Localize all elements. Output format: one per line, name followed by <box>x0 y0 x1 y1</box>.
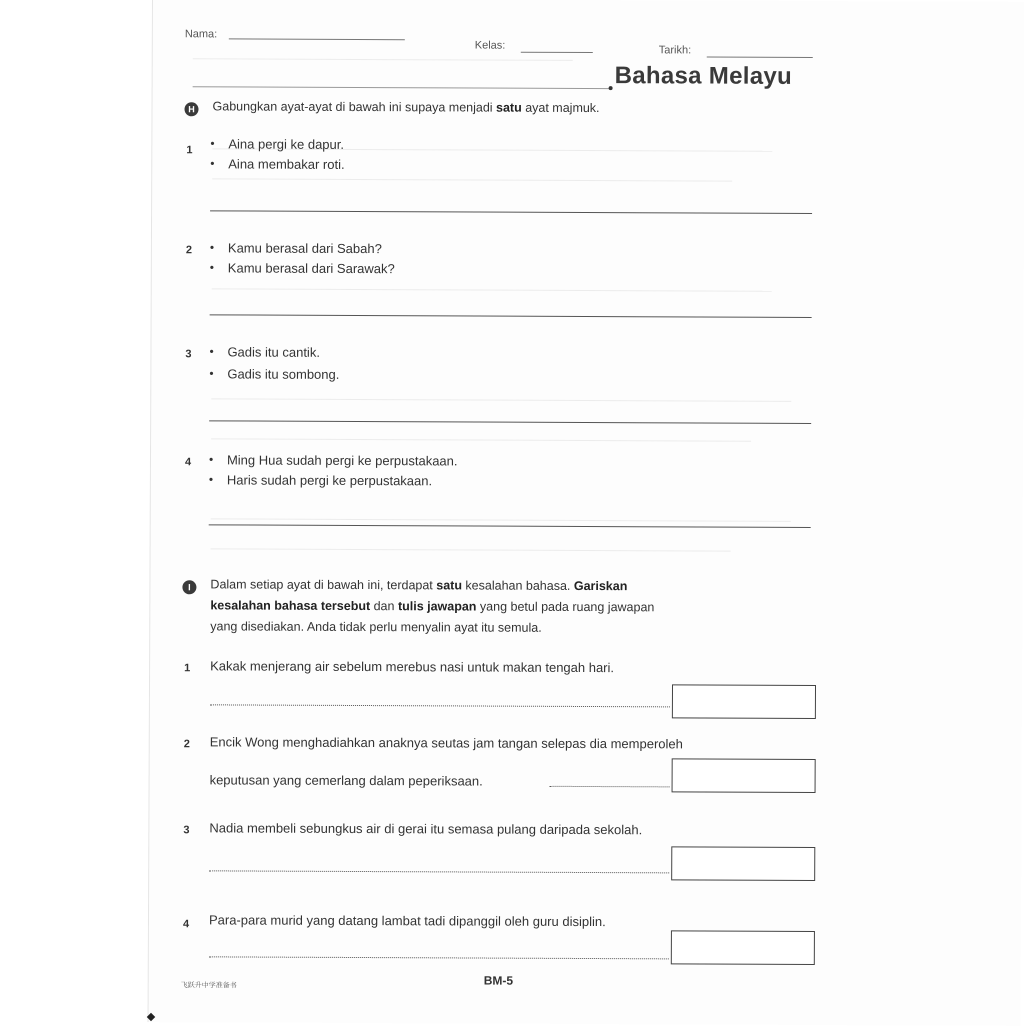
section-h-badge: H <box>184 102 198 116</box>
bleed-through <box>211 438 751 441</box>
instruction-bold: tulis jawapan <box>397 599 477 614</box>
question-sentence: Para-para murid yang datang lambat tadi dipanggil oleh guru disiplin. <box>208 912 606 930</box>
instruction-text: Gabungkan ayat-ayat di bawah ini supaya menjadi <box>212 99 497 115</box>
bleed-through <box>211 398 791 402</box>
nama-label: Nama: <box>184 28 218 41</box>
dotted-answer-line[interactable] <box>210 704 670 707</box>
question-sentence: Encik Wong menghadiahkan anaknya seutas jam tangan selepas dia memperoleh <box>209 734 683 752</box>
sentence-bullet: • Gadis itu cantik. <box>227 344 320 359</box>
sentence-bullet: • Haris sudah pergi ke perpustakaan. <box>227 472 432 488</box>
bleed-through <box>212 288 772 291</box>
publisher-mark: 飞跃升中学准备书 <box>180 982 237 990</box>
dotted-answer-line[interactable] <box>550 786 670 788</box>
question-number: 1 <box>184 662 191 675</box>
instruction-text: kesalahan bahasa. <box>461 578 574 593</box>
dotted-answer-line[interactable] <box>209 870 669 873</box>
instruction-text: yang betul pada ruang jawapan <box>476 599 655 615</box>
tarikh-label: Tarikh: <box>658 44 692 57</box>
sentence-bullet: • Kamu berasal dari Sarawak? <box>228 260 395 276</box>
instruction-text: ayat majmuk. <box>521 100 600 116</box>
instruction-bold: Gariskan <box>573 578 628 594</box>
question-number: 2 <box>185 244 193 257</box>
bleed-through <box>211 518 791 522</box>
subject-title: Bahasa Melayu <box>614 62 793 90</box>
bleed-through <box>193 58 573 61</box>
kelas-field[interactable] <box>521 52 593 53</box>
section-i-badge: I <box>182 580 196 594</box>
answer-line[interactable] <box>209 420 811 424</box>
answer-box[interactable] <box>672 758 816 793</box>
title-rule <box>193 86 611 89</box>
question-sentence: Kakak menjerang air sebelum merebus nasi untuk makan tengah hari. <box>210 658 615 676</box>
question-number: 1 <box>186 144 193 157</box>
question-number: 3 <box>183 824 190 837</box>
question-number: 4 <box>184 456 192 469</box>
answer-box[interactable] <box>671 846 815 881</box>
tarikh-field[interactable] <box>707 57 813 58</box>
question-number: 2 <box>183 738 190 751</box>
section-h-instruction <box>212 96 599 119</box>
bleed-through <box>211 548 731 551</box>
instruction-line: yang disediakan. Anda tidak perlu menyalin ayat itu semula. <box>210 619 542 635</box>
nama-field[interactable] <box>229 38 405 40</box>
worksheet-page <box>148 0 1024 1026</box>
question-sentence: Nadia membeli sebungkus air di gerai itu semasa pulang daripada sekolah. <box>209 820 643 838</box>
kelas-label: Kelas: <box>474 39 506 52</box>
answer-line[interactable] <box>210 314 812 318</box>
bleed-through <box>212 178 732 181</box>
question-number: 4 <box>182 918 190 931</box>
page-number: BM-5 <box>483 973 514 988</box>
sentence-bullet: • Gadis itu sombong. <box>227 366 339 381</box>
instruction-line <box>210 574 654 597</box>
sentence-bullet: • Aina membakar roti. <box>228 156 344 172</box>
instruction-bold: satu <box>496 100 522 115</box>
question-sentence: keputusan yang cemerlang dalam peperiksaan. <box>209 772 483 789</box>
answer-box[interactable] <box>671 930 815 965</box>
sentence-bullet: • Ming Hua sudah pergi ke perpustakaan. <box>227 452 458 468</box>
section-i-instruction <box>210 574 654 639</box>
instruction-bold: satu <box>436 578 463 593</box>
answer-line[interactable] <box>210 210 812 214</box>
instruction-line <box>210 595 654 618</box>
instruction-text: Dalam setiap ayat di bawah ini, terdapat <box>210 577 437 593</box>
dotted-answer-line[interactable] <box>209 956 669 959</box>
sentence-bullet: • Aina pergi ke dapur. <box>228 136 344 152</box>
title-dot <box>609 86 613 90</box>
question-number: 3 <box>185 348 192 361</box>
instruction-bold: kesalahan bahasa tersebut <box>210 598 371 614</box>
answer-line[interactable] <box>209 524 811 528</box>
answer-box[interactable] <box>672 684 816 719</box>
sentence-bullet: • Kamu berasal dari Sabah? <box>228 240 382 256</box>
instruction-text: dan <box>370 599 398 614</box>
